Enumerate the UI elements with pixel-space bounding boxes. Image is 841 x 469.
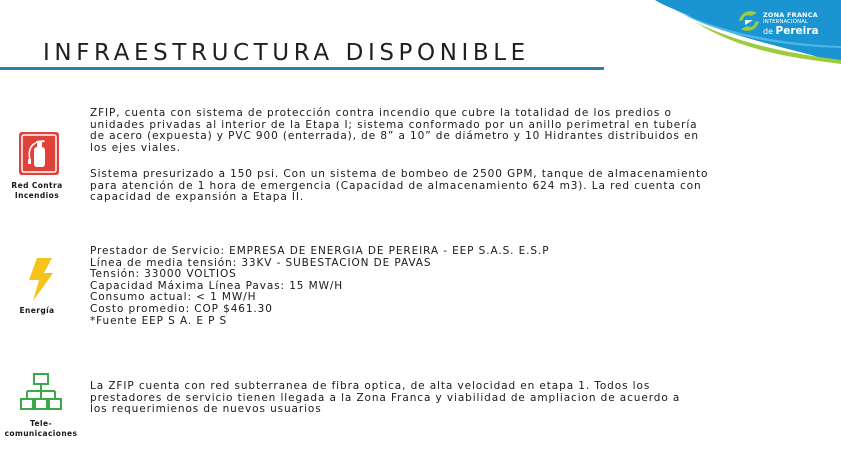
fire-line-2: unidades privadas al interior de la Etapa I; sistema conformado por un anillo perimetral en tubería xyxy=(90,118,698,131)
brand-logo xyxy=(655,0,841,64)
fire-label-line-1: Red Contra xyxy=(11,181,63,190)
energy-line-1: Prestador de Servicio: EMPRESA DE ENERGIA DE PEREIRA - EEP S.A.S. E.S.P xyxy=(90,245,550,257)
brand-line-3-de: de xyxy=(763,27,776,36)
title-underline xyxy=(0,67,604,70)
fire-line-3: de acero (expuesta) y PVC 900 (enterrada), de 8” a 10” de diámetro y 10 Hidrantes distribuidos en xyxy=(90,130,699,143)
brand-line-2: INTERNACIONAL xyxy=(763,18,808,25)
fire-label-line-2: Incendios xyxy=(14,190,60,200)
telecom-paragraph xyxy=(90,381,680,416)
brand-line-1: ZONA FRANCA xyxy=(763,11,818,19)
fire-paragraph-2 xyxy=(90,169,708,204)
energy-paragraph xyxy=(90,246,549,327)
brand-line-3 xyxy=(763,26,819,37)
page-title: INFRAESTRUCTURA DISPONIBLE xyxy=(43,40,530,66)
fire-label xyxy=(0,181,74,200)
energy-line-4: Capacidad Máxima Línea Pavas: 15 MW/H xyxy=(90,279,344,292)
energy-line-2: Línea de media tensión: 33KV - SUBESTACION DE PAVAS xyxy=(90,256,432,269)
fire-line-1: ZFIP, cuenta con sistema de protección contra incendio que cubre la totalidad de los predios o xyxy=(90,107,672,119)
energy-line-6: Costo promedio: COP $461.30 xyxy=(90,302,273,315)
fire-line-6: para atención de 1 hora de emergencia (Capacidad de almacenamiento 624 m3). La red cuenta con xyxy=(90,179,702,192)
brand-name xyxy=(763,12,819,37)
energy-line-3: Tensión: 33000 VOLTIOS xyxy=(90,268,237,281)
telecom-label-line-1: Tele- xyxy=(30,419,52,428)
energy-line-5: Consumo actual: < 1 MW/H xyxy=(90,291,257,304)
brand-line-3-name: Pereira xyxy=(775,25,819,37)
telecom-line-1: La ZFIP cuenta con red subterranea de fibra optica, de alta velocidad en etapa 1. Todos los xyxy=(90,380,651,392)
network-icon xyxy=(20,373,62,415)
fire-paragraph-1 xyxy=(90,108,699,154)
telecom-label-line-2: comunicaciones xyxy=(4,428,78,438)
fire-extinguisher-icon xyxy=(19,132,59,179)
energy-label: Energía xyxy=(19,306,55,315)
fire-line-5: Sistema presurizado a 150 psi. Con un sistema de bombeo de 2500 GPM, tanque de almacenamiento xyxy=(90,168,709,180)
telecom-line-2: prestadores de servicio tienen llegada a la Zona Franca y viabilidad de ampliacion de acuerdo a xyxy=(90,391,681,404)
energy-line-7: *Fuente EEP S A. E P S xyxy=(90,314,228,327)
lightning-bolt-icon xyxy=(27,258,54,305)
fire-line-4: los ejes viales. xyxy=(90,141,181,154)
telecom-label xyxy=(0,419,82,438)
telecom-line-3: los requerimienos de nuevos usuarios xyxy=(90,403,322,416)
fire-line-7: capacidad de expansión a Etapa II. xyxy=(90,191,305,204)
